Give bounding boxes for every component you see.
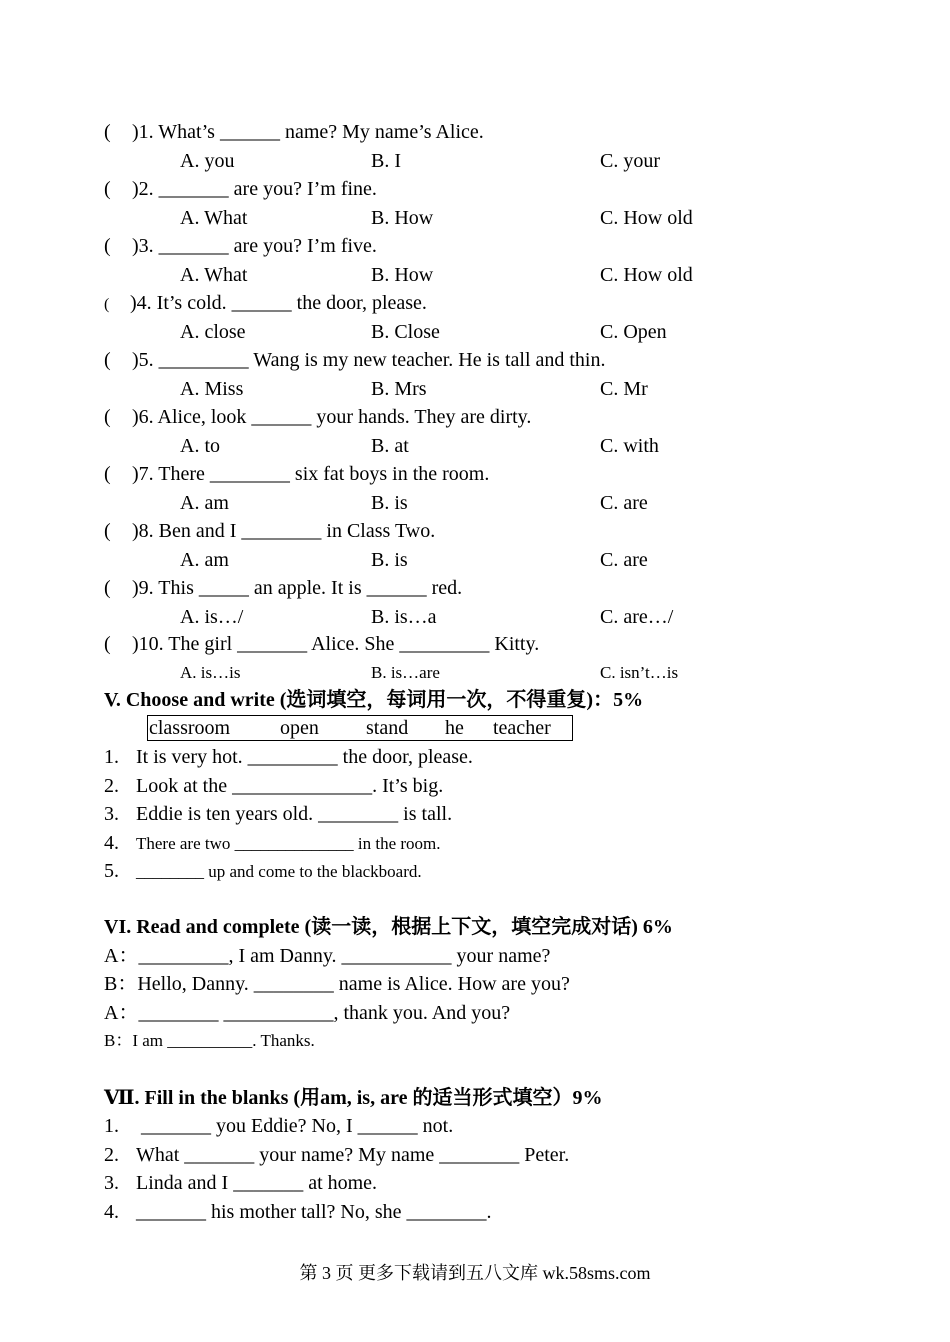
answer-paren: (	[104, 633, 111, 655]
item-number: 1.	[104, 1115, 119, 1137]
option-b: B. Mrs	[371, 378, 427, 400]
question-2	[104, 176, 377, 202]
question-text: )2. _______ are you? I’m fine.	[132, 178, 377, 200]
answer-paren: (	[104, 406, 111, 428]
item-text: _______ you Eddie? No, I ______ not.	[136, 1115, 454, 1137]
item-text: Eddie is ten years old. ________ is tall.	[136, 803, 453, 825]
section-7-item-3	[104, 1170, 377, 1196]
question-3	[104, 233, 377, 259]
option-a: A. Miss	[180, 378, 244, 400]
option-a: A. close	[180, 321, 246, 343]
question-text: )7. There ________ six fat boys in the room.	[132, 463, 490, 485]
option-c: C. How old	[600, 264, 693, 286]
option-c: C. Mr	[600, 378, 648, 400]
answer-paren: (	[104, 349, 111, 371]
section-5-heading: V. Choose and write (选词填空，每词用一次，不得重复)：5%	[104, 689, 644, 711]
section-7-item-1	[104, 1113, 453, 1139]
option-a: A. am	[180, 549, 229, 571]
item-text: _______ his mother tall? No, she ________.	[136, 1201, 492, 1223]
question-text: )8. Ben and I ________ in Class Two.	[132, 520, 436, 542]
dialogue-line-1: A：_________, I am Danny. ___________ your name?	[104, 945, 551, 967]
section-5-item-5	[104, 858, 422, 885]
option-c: C. are	[600, 549, 648, 571]
answer-paren: (	[104, 296, 110, 313]
option-a: A. What	[180, 264, 248, 286]
word-bank-item: classroom	[149, 717, 231, 739]
page-footer: 第 3 页 更多下载请到五八文库 wk.58sms.com	[299, 1263, 651, 1283]
option-b: B. is	[371, 492, 408, 514]
dialogue-line-4: B：I am __________. Thanks.	[104, 1031, 315, 1050]
option-c: C. Open	[600, 321, 667, 343]
answer-paren: (	[104, 235, 111, 257]
option-b: B. How	[371, 264, 434, 286]
option-a: A. is…is	[180, 663, 241, 682]
question-text: )6. Alice, look ______ your hands. They are dirty.	[132, 406, 532, 428]
word-bank	[147, 715, 573, 741]
question-4	[104, 290, 427, 318]
item-text: Look at the ______________. It’s big.	[136, 775, 444, 797]
option-c: C. are	[600, 492, 648, 514]
section-6-heading: VI. Read and complete (读一读，根据上下文，填空完成对话) 6%	[104, 916, 673, 938]
item-number: 4.	[104, 832, 119, 854]
option-a: A. is…/	[180, 606, 244, 628]
item-number: 4.	[104, 1201, 119, 1223]
option-c: C. your	[600, 150, 660, 172]
option-b: B. is	[371, 549, 408, 571]
question-text: )3. _______ are you? I’m five.	[132, 235, 377, 257]
answer-paren: (	[104, 577, 111, 599]
word-bank-item: teacher	[493, 717, 551, 739]
question-1	[104, 119, 484, 145]
option-a: A. What	[180, 207, 248, 229]
option-a: A. am	[180, 492, 229, 514]
option-b: B. How	[371, 207, 434, 229]
item-text: There are two ______________ in the room.	[136, 834, 441, 853]
answer-paren: (	[104, 463, 111, 485]
item-number: 2.	[104, 775, 119, 797]
question-8	[104, 518, 435, 544]
section-7-item-2	[104, 1142, 569, 1168]
section-5-item-4	[104, 830, 441, 857]
question-9	[104, 575, 462, 601]
section-7-item-4	[104, 1199, 492, 1225]
question-text: )9. This _____ an apple. It is ______ red.	[132, 577, 463, 599]
option-b: B. Close	[371, 321, 440, 343]
question-7	[104, 461, 489, 487]
section-7-heading: Ⅶ. Fill in the blanks (用am, is, are 的适当形式填空）9%	[104, 1087, 603, 1109]
item-number: 1.	[104, 746, 119, 768]
item-number: 3.	[104, 803, 119, 825]
word-bank-item: open	[280, 717, 319, 739]
option-a: A. you	[180, 150, 235, 172]
option-c: C. How old	[600, 207, 693, 229]
word-bank-item: he	[445, 717, 464, 739]
question-10	[104, 631, 539, 657]
question-text: )1. What’s ______ name? My name’s Alice.	[132, 121, 484, 143]
item-text: What _______ your name? My name ________ Peter.	[136, 1144, 570, 1166]
item-text: It is very hot. _________ the door, please.	[136, 746, 473, 768]
word-bank-item: stand	[366, 717, 409, 739]
dialogue-line-3: A：________ ___________, thank you. And you?	[104, 1002, 511, 1024]
question-text: )4. It’s cold. ______ the door, please.	[130, 292, 427, 314]
option-a: A. to	[180, 435, 220, 457]
answer-paren: (	[104, 520, 111, 542]
question-text: )10. The girl _______ Alice. She _________ Kitty.	[132, 633, 540, 655]
item-number: 3.	[104, 1172, 119, 1194]
option-c: C. with	[600, 435, 659, 457]
answer-paren: (	[104, 121, 111, 143]
item-text: ________ up and come to the blackboard.	[136, 862, 422, 881]
item-number: 5.	[104, 860, 119, 882]
option-b: B. is…a	[371, 606, 437, 628]
question-5	[104, 347, 606, 373]
option-b: B. I	[371, 150, 401, 172]
section-5-item-3	[104, 801, 452, 827]
question-text: )5. _________ Wang is my new teacher. He is tall and thin.	[132, 349, 606, 371]
option-c: C. are…/	[600, 606, 674, 628]
option-c: C. isn’t…is	[600, 663, 679, 682]
question-6	[104, 404, 531, 430]
answer-paren: (	[104, 178, 111, 200]
dialogue-line-2: B：Hello, Danny. ________ name is Alice. How are you?	[104, 973, 570, 995]
section-5-item-2	[104, 773, 443, 799]
section-5-item-1	[104, 744, 473, 770]
item-text: Linda and I _______ at home.	[136, 1172, 378, 1194]
option-b: B. at	[371, 435, 409, 457]
option-b: B. is…are	[371, 663, 440, 682]
item-number: 2.	[104, 1144, 119, 1166]
